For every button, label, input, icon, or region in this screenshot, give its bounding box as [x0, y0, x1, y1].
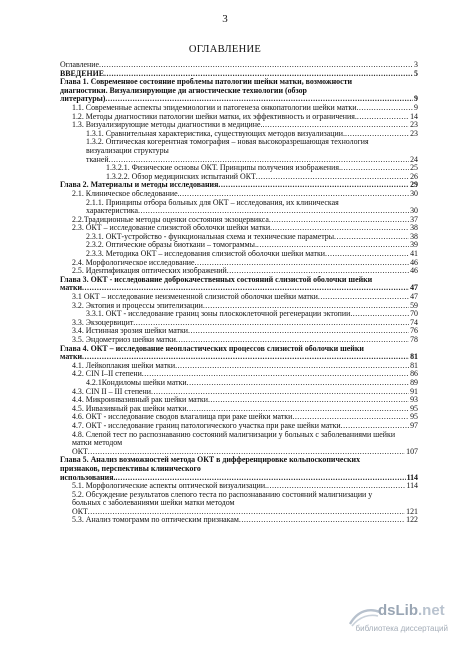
- toc-entry-page: 9: [414, 103, 418, 112]
- toc-leader-dots: [318, 293, 418, 301]
- watermark-subtitle: библиотека диссертаций: [355, 624, 448, 633]
- toc-entry-title: 2.3.1. ОКТ-устройство - функциональная схема и технические параметры: [86, 232, 335, 241]
- toc-entry-page: 97: [410, 421, 418, 430]
- toc-entry: [60, 482, 418, 491]
- watermark-brand-domain: .net: [418, 602, 445, 619]
- toc-entry-page: 91: [410, 387, 418, 396]
- toc-entry-title: 4.2.1Кондиломы шейки матки: [86, 378, 187, 387]
- toc-entry-title: Оглавление: [60, 61, 99, 69]
- toc-leader-dots: [188, 327, 418, 335]
- toc-entry: [60, 199, 418, 216]
- toc-leader-dots: [115, 473, 418, 482]
- toc-entry: [60, 181, 418, 190]
- toc-entry: [60, 259, 418, 268]
- toc-entry: [60, 224, 418, 233]
- toc-leader-dots: [350, 310, 418, 318]
- toc-leader-dots: [142, 370, 418, 378]
- toc-entry-page: 30: [410, 206, 418, 216]
- toc-leader-dots: [334, 233, 418, 241]
- toc-leader-dots: [151, 388, 418, 396]
- toc-leader-dots: [341, 164, 418, 172]
- toc-entry: [60, 516, 418, 525]
- toc-entry-page: 76: [410, 327, 418, 336]
- toc-entry: [60, 491, 418, 517]
- toc-entry-title: 5.3. Анализ томограмм по оптическим признакам: [72, 516, 239, 525]
- toc-entry-title: 2.1.1. Принципы отбора больных для ОКТ – исследования, их клиническая характеристика: [86, 198, 339, 216]
- toc-leader-dots: [88, 507, 418, 516]
- toc-entry-title: 1.3. Визуализирующие методы диагностики в медицине.: [72, 121, 263, 130]
- toc-entry-page: 39: [410, 241, 418, 250]
- toc-entry-page: 122: [406, 516, 418, 525]
- toc-entry-title: Глава 2. Материалы и методы исследования: [60, 181, 219, 190]
- toc-entry-title: 3.3. Экзоцервицит: [72, 318, 134, 327]
- toc-leader-dots: [82, 283, 418, 292]
- toc-entry-title: 3.5. Эндометриоз шейки матки: [72, 336, 176, 344]
- toc-entry-title: 1.3.1. Сравнительная характеристика, существующих методов визуализации.: [86, 129, 345, 138]
- toc-entry: [60, 456, 418, 482]
- toc-entry-page: 47: [410, 283, 418, 293]
- toc-entry-page: 37: [410, 215, 418, 224]
- toc-entry-page: 74: [410, 318, 418, 327]
- toc-entry: [60, 310, 418, 319]
- toc-leader-dots: [262, 121, 418, 129]
- toc-entry-page: 25: [410, 164, 418, 173]
- toc-entry-title: 4.1. Лейкоплакия шейки матки: [72, 361, 176, 370]
- toc-entry-title: 1.3.2.1. Физические основы ОКТ. Принципы получения изображения.: [106, 164, 341, 173]
- toc-entry: [60, 422, 418, 431]
- toc-entry-title: 1.2. Методы диагностики патологии шейки матки, их эффективность и ограничения.: [72, 112, 357, 121]
- toc-leader-dots: [270, 224, 418, 232]
- toc-entry-title: 3.3.1. ОКТ - исследование границ зоны плоскоклеточной регенерации эктопии: [86, 310, 351, 319]
- toc-leader-dots: [88, 447, 418, 456]
- toc-entry-page: 38: [410, 232, 418, 241]
- toc-entry: [60, 345, 418, 362]
- toc-entry-page: 81: [410, 361, 418, 370]
- toc-leader-dots: [175, 362, 418, 370]
- toc-entry: [60, 388, 418, 397]
- page-title: ОГЛАВЛЕНИЕ: [188, 44, 262, 55]
- toc-entry: [60, 405, 418, 414]
- toc-entry-page: 29: [410, 181, 418, 190]
- toc-entry-title: Глава 4. ОКТ – исследование неопластических процессов слизистой оболочки шейки матки: [60, 344, 364, 362]
- toc-entry: [60, 431, 418, 457]
- toc-entry-title: 3.2. Эктопия и процессы эпителизации: [72, 301, 203, 310]
- toc-leader-dots: [180, 190, 418, 198]
- page-number: 3: [222, 13, 228, 25]
- toc-entry: [60, 302, 418, 311]
- toc-entry: [60, 250, 418, 259]
- toc-leader-dots: [218, 181, 418, 189]
- table-of-contents: [60, 61, 418, 525]
- toc-entry-title: 2.2.Традиционные методы оценки состояния экзоцервикса: [72, 215, 269, 224]
- watermark-brand-main: dsLib: [378, 602, 418, 619]
- toc-leader-dots: [267, 482, 418, 490]
- toc-entry-title: 4.6. ОКТ - исследование сводов влагалища при раке шейки матки: [72, 413, 293, 422]
- toc-entry: [60, 70, 418, 79]
- toc-entry-title: 4.5. Инвазивный рак шейки матки: [72, 404, 187, 413]
- toc-leader-dots: [99, 61, 418, 69]
- toc-entry: [60, 267, 418, 276]
- toc-entry-page: 23: [410, 121, 418, 130]
- toc-entry-title: ВВЕДЕНИЕ: [60, 69, 105, 78]
- toc-leader-dots: [227, 267, 418, 275]
- toc-entry-page: 86: [410, 370, 418, 379]
- toc-entry-title: 4.3. CIN II – III степени: [72, 387, 151, 396]
- toc-entry: [60, 173, 418, 182]
- toc-entry-page: 46: [410, 267, 418, 276]
- toc-entry-page: 114: [406, 482, 418, 491]
- toc-entry: [60, 396, 418, 405]
- toc-entry: [60, 216, 418, 225]
- toc-entry-title: 4.7. ОКТ - исследование границ патологического участка при раке шейки матки: [72, 421, 341, 430]
- toc-entry: [60, 362, 418, 371]
- toc-leader-dots: [239, 516, 418, 524]
- toc-entry-page: 89: [410, 378, 418, 387]
- toc-entry-page: 23: [410, 129, 418, 138]
- toc-entry: [60, 413, 418, 422]
- toc-entry: [60, 78, 418, 104]
- toc-entry-title: 2.4. Морфологическое исследование: [72, 258, 195, 267]
- toc-leader-dots: [208, 396, 418, 404]
- toc-entry-page: 3: [414, 61, 418, 69]
- toc-entry: [60, 327, 418, 336]
- toc-entry: [60, 130, 418, 139]
- toc-entry: [60, 241, 418, 250]
- toc-leader-dots: [82, 352, 418, 361]
- toc-entry-title: 4.2. CIN I–II степени: [72, 370, 142, 379]
- toc-leader-dots: [133, 319, 418, 327]
- watermark-brand: [378, 602, 445, 619]
- toc-entry-title: 3.1 ОКТ – исследование неизмененной слизистой оболочки шейки матки: [72, 293, 318, 302]
- toc-leader-dots: [186, 405, 418, 413]
- toc-entry-title: Глава 5. Анализ возможностей метода ОКТ в дифференцировке кольпоскопических признаков, перспективы клинического использования.: [60, 456, 361, 482]
- toc-entry: [60, 233, 418, 242]
- toc-entry-page: 5: [414, 69, 418, 78]
- toc-entry-title: Глава 1. Современное состояние проблемы патологии шейки матки, возможности диагностики. Визуализирующие ди агностические технологии (обзор литературы): [60, 78, 353, 104]
- toc-entry-title: 3.4. Истинная эрозия шейки матки: [72, 327, 189, 336]
- toc-entry-page: 107: [406, 446, 418, 456]
- toc-entry-page: 26: [410, 172, 418, 181]
- toc-entry-page: 30: [410, 189, 418, 198]
- toc-entry-page: 95: [410, 404, 418, 413]
- toc-entry-title: 4.8. Слепой тест по распознаванию состояний малигнизации у больных с заболеваниями шейки матки методом ОКТ: [72, 430, 396, 456]
- toc-entry: [60, 138, 418, 164]
- toc-entry-title: 2.1. Клиническое обследование.: [72, 189, 180, 198]
- toc-entry-title: 4.4. Микроинвазивный рак шейки матки: [72, 396, 208, 405]
- toc-entry-title: 2.3. ОКТ – исследование слизистой оболочки шейки матки: [72, 224, 271, 233]
- toc-entry: [60, 61, 418, 70]
- toc-leader-dots: [325, 250, 418, 258]
- toc-entry-title: 5.1. Морфологические аспекты оптической визуализации.: [72, 482, 268, 491]
- toc-entry-title: 2.3.3. Методика ОКТ – исследования слизистой оболочки шейки матки: [86, 250, 326, 259]
- toc-leader-dots: [341, 422, 418, 430]
- toc-entry-page: 24: [410, 154, 418, 164]
- toc-leader-dots: [176, 336, 418, 344]
- toc-entry: [60, 121, 418, 130]
- toc-entry: [60, 336, 418, 345]
- toc-entry: [60, 379, 418, 388]
- toc-entry-page: 9: [414, 94, 418, 104]
- toc-entry-title: 2.5. Идентификация оптических изображений: [72, 267, 227, 276]
- toc-entry-page: 121: [406, 506, 418, 516]
- toc-entry-page: 70: [410, 310, 418, 319]
- toc-entry: [60, 276, 418, 293]
- toc-leader-dots: [269, 216, 418, 224]
- toc-leader-dots: [138, 206, 418, 215]
- toc-entry-title: 2.3.2. Оптические образы биоткани – томограммы.: [86, 241, 257, 250]
- toc-leader-dots: [109, 155, 418, 164]
- toc-entry: [60, 104, 418, 113]
- toc-entry-page: 14: [410, 112, 418, 121]
- toc-leader-dots: [105, 94, 418, 103]
- toc-entry: [60, 190, 418, 199]
- toc-entry-page: 47: [410, 293, 418, 302]
- toc-entry-title: 5.2. Обсуждение результатов слепого теста по распознаванию состояний малигнизации у больных с заболеваниями шейки матки методом ОКТ: [72, 490, 373, 516]
- toc-entry-page: 59: [410, 301, 418, 310]
- toc-entry: [60, 293, 418, 302]
- toc-leader-dots: [195, 259, 418, 267]
- toc-entry-page: 46: [410, 258, 418, 267]
- toc-leader-dots: [203, 302, 418, 310]
- toc-entry-title: Глава 3. ОКТ - исследование доброкачественных состояний слизистой оболочки шейки матки: [60, 275, 373, 293]
- toc-entry: [60, 113, 418, 122]
- toc-leader-dots: [356, 104, 418, 112]
- toc-entry-title: 1.1. Современные аспекты эпидемиологии и патогенеза онкопатологии шейки матки: [72, 103, 357, 112]
- toc-leader-dots: [256, 173, 418, 181]
- toc-entry-page: 78: [410, 336, 418, 344]
- toc-entry-page: 41: [410, 250, 418, 259]
- toc-entry-page: 93: [410, 396, 418, 405]
- toc-entry: [60, 164, 418, 173]
- toc-entry-title: 1.3.2.2. Обзор медицинских испытаний ОКТ: [106, 172, 256, 181]
- toc-leader-dots: [104, 70, 418, 78]
- toc-entry: [60, 370, 418, 379]
- toc-leader-dots: [292, 413, 418, 421]
- toc-entry-page: 81: [410, 352, 418, 362]
- watermark-logo: [348, 600, 448, 640]
- toc-leader-dots: [187, 379, 418, 387]
- toc-entry: [60, 319, 418, 328]
- toc-leader-dots: [345, 130, 418, 138]
- toc-entry-title: 1.3.2. Оптическая когерентная томография – новая высокоразрешающая технология визуализации структуры тканей: [86, 138, 369, 164]
- toc-leader-dots: [257, 241, 418, 249]
- toc-entry-page: 114: [406, 472, 418, 482]
- toc-entry-page: 38: [410, 224, 418, 233]
- toc-entry-page: 95: [410, 413, 418, 422]
